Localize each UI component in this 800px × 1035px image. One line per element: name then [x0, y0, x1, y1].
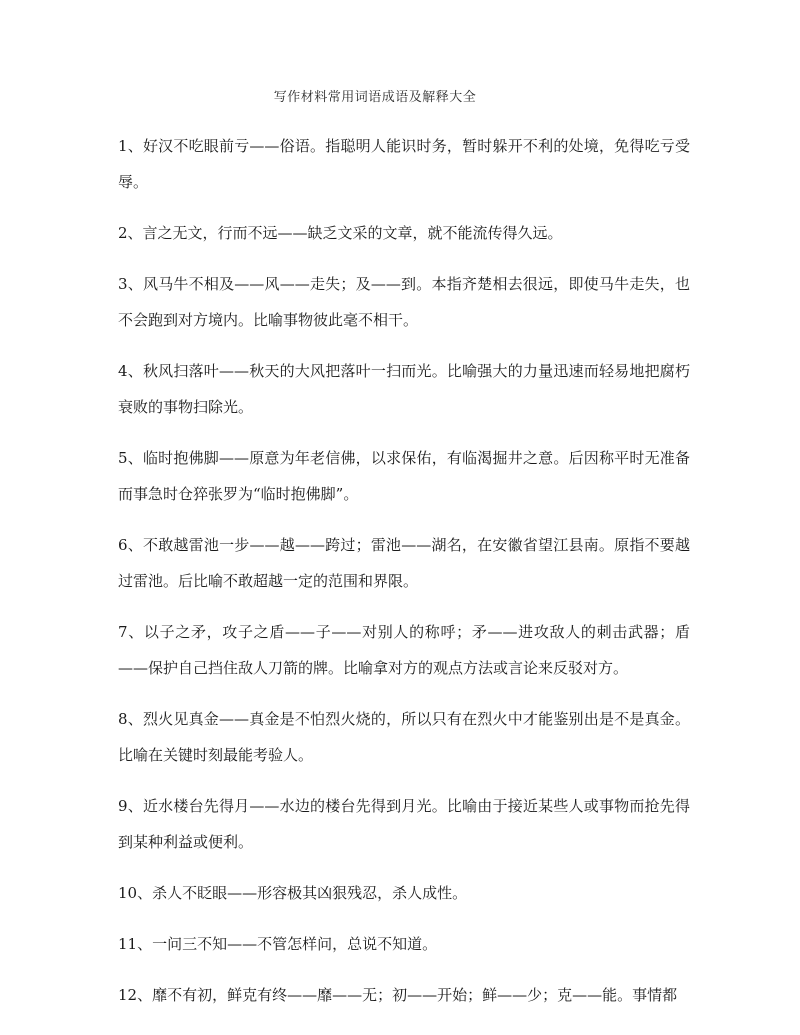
entry-text: 临时抱佛脚——原意为年老信佛，以求保佑，有临渴掘井之意。后因称平时无准备而事急时仓猝张罗为“临时抱佛脚”。 [118, 449, 690, 503]
list-item [118, 215, 690, 251]
document-title-text: 写作材料常用词语成语及解释大全 [273, 90, 477, 105]
list-item [118, 614, 690, 686]
list-item [118, 701, 690, 773]
entry-text: 烈火见真金——真金是不怕烈火烧的，所以只有在烈火中才能鉴别出是不是真金。比喻在关键时刻最能考验人。 [118, 710, 690, 764]
entry-number: 11、 [118, 935, 153, 953]
entry-number: 12、 [118, 986, 153, 1004]
entry-number: 5、 [118, 449, 143, 467]
entry-text: 不敢越雷池一步——越——跨过；雷池——湖名，在安徽省望江县南。原指不要越过雷池。后比喻不敢超越一定的范围和界限。 [118, 536, 690, 590]
entry-number: 4、 [118, 362, 143, 380]
entry-text: 秋风扫落叶——秋天的大风把落叶一扫而光。比喻强大的力量迅速而轻易地把腐朽衰败的事物扫除光。 [118, 362, 690, 416]
entry-number: 7、 [118, 623, 144, 641]
entry-number: 6、 [118, 536, 143, 554]
list-item [118, 788, 690, 860]
entry-text: 好汉不吃眼前亏——俗语。指聪明人能识时务，暂时躲开不利的处境，免得吃亏受辱。 [118, 137, 690, 191]
entry-text: 言之无文，行而不远——缺乏文采的文章，就不能流传得久远。 [142, 224, 563, 242]
entry-text: 杀人不眨眼——形容极其凶狠残忍，杀人成性。 [152, 884, 468, 902]
entry-text: 以子之矛，攻子之盾——子——对别人的称呼；矛——进攻敌人的刺击武器；盾——保护自己挡住敌人刀箭的牌。比喻拿对方的观点方法或言论来反驳对方。 [118, 623, 690, 677]
entry-number: 10、 [118, 884, 153, 902]
list-item [118, 527, 690, 599]
entry-list [118, 128, 690, 1028]
list-item [118, 440, 690, 512]
entry-number: 2、 [118, 224, 143, 242]
list-item [118, 977, 690, 1013]
list-item [118, 128, 690, 200]
list-item [118, 266, 690, 338]
list-item [118, 926, 690, 962]
entry-text: 近水楼台先得月——水边的楼台先得到月光。比喻由于接近某些人或事物而抢先得到某种利益或便利。 [118, 797, 690, 851]
list-item [118, 875, 690, 911]
entry-number: 9、 [118, 797, 143, 815]
entry-text: 一问三不知——不管怎样问，总说不知道。 [152, 935, 438, 953]
entry-number: 1、 [118, 137, 143, 155]
entry-text: 靡不有初，鲜克有终——靡——无；初——开始；鲜——少；克——能。事情都 [152, 986, 678, 1004]
document-title [0, 86, 800, 105]
entry-text: 风马牛不相及——风——走失；及——到。本指齐楚相去很远，即使马牛走失，也不会跑到对方境内。比喻事物彼此毫不相干。 [118, 275, 690, 329]
entry-number: 3、 [118, 275, 143, 293]
entry-number: 8、 [118, 710, 143, 728]
list-item [118, 353, 690, 425]
